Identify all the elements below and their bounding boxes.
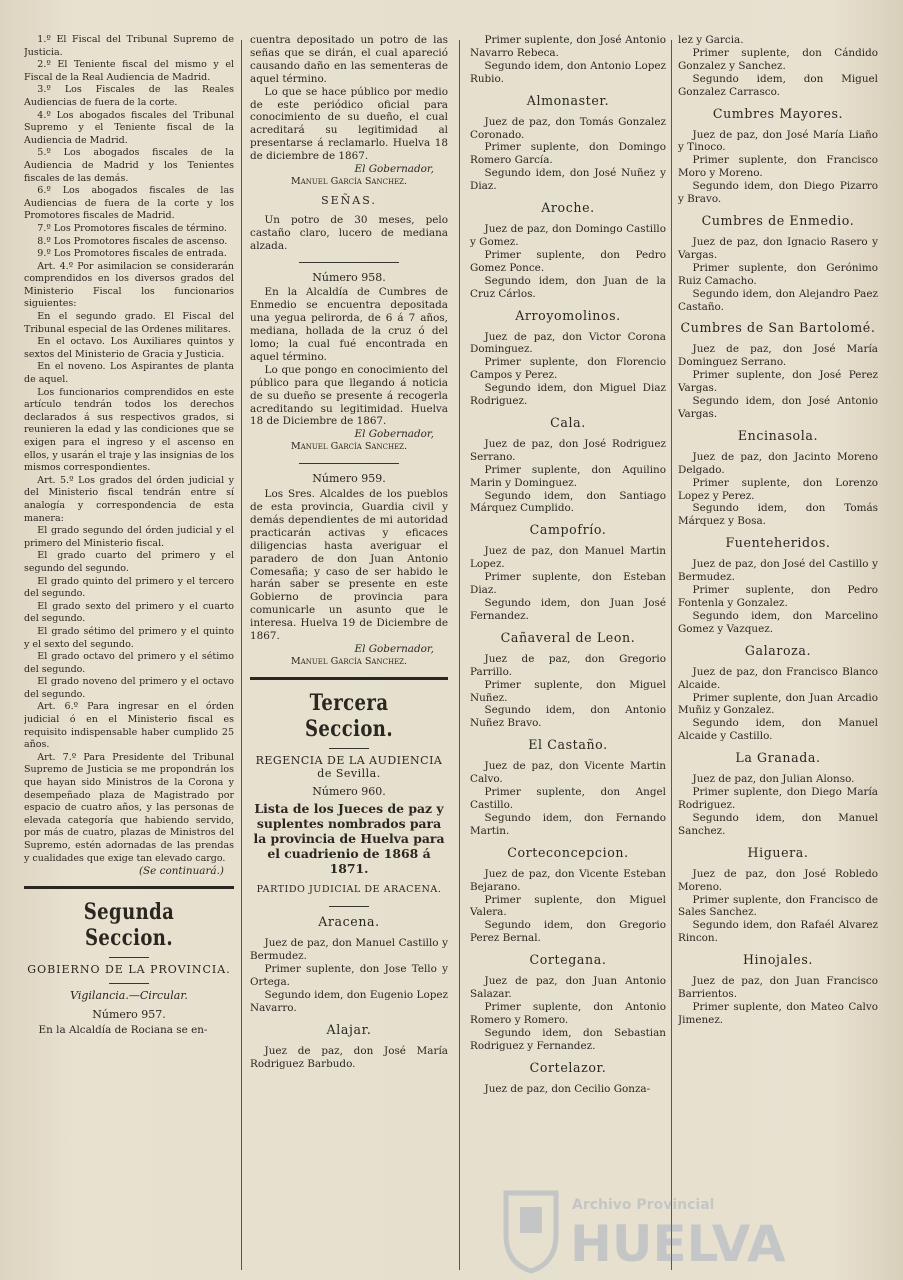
list-item: Segundo idem, don Manuel Sanchez.: [678, 811, 878, 837]
town-heading: Fuenteheridos.: [725, 535, 831, 551]
list-item: Juez de paz, don José Robledo Moreno.: [678, 867, 878, 893]
signature-title: El Gobernador,: [354, 163, 434, 176]
district-heading: PARTIDO JUDICIAL DE ARACENA.: [256, 883, 442, 895]
list-item: 4.º Los abogados fiscales del Tribunal Supremo y el Teniente fiscal de la Audiencia de Madrid.: [24, 109, 234, 146]
town-heading: El Castaño.: [528, 737, 608, 753]
list-item: Primer suplente, don Esteban Diaz.: [470, 571, 666, 597]
list-item: Juez de paz, don José Rodriguez Serrano.: [470, 437, 666, 463]
list-item: Juez de paz, don Domingo Castillo y Gomez.: [470, 223, 666, 248]
divider: [109, 957, 149, 958]
list-item: El grado noveno del primero y el octavo del segundo.: [24, 676, 234, 700]
list-item: El grado sexto del primero y el cuarto del segundo.: [24, 600, 234, 625]
notice-text: En la Alcaldía de Cumbres de Enmedio se encuentra depositada una yegua pelirorda, de 6 á 7 años, mediana, hollada de la cruz ó del lomo; la cual fué encontrada en aquel término.: [250, 286, 448, 363]
list-item: 8.º Los Promotores fiscales de ascenso.: [37, 235, 228, 247]
town-heading: Hinojales.: [742, 952, 814, 968]
list-item: Juez de paz, don Victor Corona Dominguez.: [470, 330, 666, 356]
article-4-close: Los funcionarios comprendidos en este artículo tendrán todos los derechos declarados á sus respectivos grados, si reunieren la edad y las condiciones que se exigen para el ingreso y el ascenso en ellos, y usarán el traje y las insignias de los mismos correspondientes.: [24, 386, 234, 474]
list-item: Primer suplente, don Aquilino Marin y Dominguez.: [470, 463, 666, 489]
signature-title: El Gobernador,: [354, 428, 434, 441]
list-item: Juez de paz, don José María Dominguez Serrano.: [678, 343, 878, 369]
town-heading: Cumbres Mayores.: [712, 105, 844, 121]
list-item: Primer suplente, don Pedro Fontenla y Gonzalez.: [678, 584, 878, 609]
notice-number: Número 958.: [312, 270, 386, 284]
list-item: Primer suplente, don José Antonio Navarro Rebeca.: [470, 34, 666, 59]
column-rule: [459, 40, 460, 1270]
list-heading: Lista de los Jueces de paz y suplentes nombrados para la provincia de Huelva para el cuadrienio de 1868 á 1871.: [253, 800, 445, 876]
town-heading: Aracena.: [318, 914, 380, 930]
list-item: Juez de paz, don Ignacio Rasero y Vargas.: [678, 235, 878, 261]
town-heading: Arroyomolinos.: [515, 307, 621, 323]
list-item: Primer suplente, don Francisco de Sales Sanchez.: [678, 893, 878, 919]
list-item: Juez de paz, don Cecilio Gonza-: [484, 1082, 651, 1095]
town-heading: Corteconcepcion.: [507, 844, 629, 860]
list-item: En el noveno. Los Aspirantes de planta de aquel.: [24, 361, 234, 386]
notice-number: Número 957.: [92, 1007, 166, 1021]
circular-heading: Vigilancia.—Circular.: [70, 989, 188, 1002]
town-heading: Cala.: [550, 414, 586, 430]
section-subtitle: GOBIERNO DE LA PROVINCIA.: [27, 963, 231, 977]
article-5: Art. 5.º Los grados del órden judicial y del Ministerio fiscal tendrán entre sí analogía y correspondencia de esta manera:: [24, 474, 234, 524]
senas-text: Un potro de 30 meses, pelo castaño claro, lucero de mediana alzada.: [250, 213, 448, 252]
section-title: Segunda Seccion.: [83, 899, 175, 952]
list-item: Juez de paz, don Jacinto Moreno Delgado.: [678, 450, 878, 476]
town-heading: Higuera.: [747, 844, 809, 860]
list-item: Segundo idem, don Sebastian Rodriguez y Fernandez.: [470, 1026, 666, 1052]
article-4: Art. 4.º Por asimilacion se considerarán comprendidos en los diversos grados del Ministerio Fiscal los funcionarios siguientes:: [24, 260, 234, 310]
section-title: Tercera Seccion.: [304, 689, 394, 742]
list-item: Juez de paz, don Tomás Gonzalez Coronado.: [470, 115, 666, 141]
divider: [299, 463, 399, 464]
list-item: El grado sétimo del primero y el quinto y el sexto del segundo.: [24, 625, 234, 650]
list-item: Primer suplente, don Miguel Valera.: [470, 893, 666, 919]
list-item: El grado octavo del primero y el sétimo del segundo.: [24, 651, 234, 675]
town-heading: Encinasola.: [737, 427, 819, 443]
list-item: El grado segundo del órden judicial y el primero del Ministerio fiscal.: [24, 525, 234, 549]
list-item: Segundo idem, don Gregorio Perez Bernal.: [470, 919, 666, 945]
list-item: Segundo idem, don Santiago Márquez Cumplido.: [470, 489, 666, 515]
list-item: Primer suplente, don Diego María Rodriguez.: [678, 786, 878, 811]
list-item: Segundo idem, don Rafaél Alvarez Rincon.: [678, 919, 878, 945]
list-item: Segundo idem, don Diego Pizarro y Bravo.: [678, 180, 878, 206]
list-item: Primer suplente, don Mateo Calvo Jimenez.: [678, 1000, 878, 1026]
list-item: Primer suplente, don Juan Arcadio Muñiz y Gonzalez.: [678, 691, 878, 717]
notice-number: Número 960.: [312, 784, 386, 798]
list-item: Segundo idem, don Fernando Martin.: [470, 811, 666, 837]
list-item: Primer suplente, don Gerónimo Ruiz Camacho.: [678, 261, 878, 287]
divider: [329, 906, 369, 907]
list-item: Segundo idem, don José Antonio Vargas.: [678, 395, 878, 420]
notice-text: Lo que se hace público por medio de este periódico oficial para conocimiento de su dueño, el cual acreditará su legitimidad al presentarse á reclamarlo. Huelva 18 de diciembre de 1867.: [250, 85, 448, 163]
regencia-heading: REGENCIA DE LA AUDIENCIA de Sevilla.: [255, 753, 443, 780]
list-item: 2.º El Teniente fiscal del mismo y el Fiscal de la Real Audiencia de Madrid.: [24, 59, 234, 83]
list-item: 6.º Los abogados fiscales de las Audiencias de fuera de la corte y los Promotores fiscales de Madrid.: [24, 185, 234, 222]
list-item: Segundo idem, don Juan de la Cruz Cárlos.: [470, 274, 666, 300]
watermark-small-text: Archivo Provincial: [572, 1197, 715, 1213]
list-item: Juez de paz, don Francisco Blanco Alcaide.: [678, 665, 878, 691]
list-item: Primer suplente, don Angel Castillo.: [470, 786, 666, 811]
senas-heading: SEÑAS.: [321, 193, 377, 207]
list-item: Primer suplente, don Jose Tello y Ortega.: [250, 963, 448, 989]
list-item: Segundo idem, don Alejandro Paez Castaño.: [678, 287, 878, 313]
notice-text: Lo que pongo en conocimiento del público para que llegando á noticia de su dueño se presente á recogerla acreditando su legitimidad. Huelva 18 de Diciembre de 1867.: [250, 363, 448, 428]
article-6: Art. 6.º Para ingresar en el órden judicial ó en el Ministerio fiscal es requisito indispensable haber cumplido 25 años.: [24, 701, 234, 751]
list-item: Juez de paz, don Manuel Castillo y Bermudez.: [250, 937, 448, 963]
list-item: Segundo idem, don José Nuñez y Diaz.: [470, 167, 666, 193]
list-item: Juez de paz, don Juan Francisco Barrientos.: [678, 975, 878, 1001]
list-item: En el octavo. Los Auxiliares quintos y sextos del Ministerio de Gracia y Justicia.: [24, 336, 234, 360]
list-item: Primer suplente, don Antonio Romero y Romero.: [470, 1000, 666, 1026]
town-heading: Campofrío.: [529, 522, 607, 538]
list-item: Juez de paz, don José María Rodriguez Barbudo.: [250, 1044, 448, 1070]
divider: [299, 262, 399, 263]
list-item: Primer suplente, don Miguel Nuñez.: [470, 678, 666, 704]
list-item: Primer suplente, don Francisco Moro y Moreno.: [678, 154, 878, 180]
list-item: Primer suplente, don Lorenzo Lopez y Perez.: [678, 476, 878, 502]
column-4: [678, 34, 878, 1274]
section-divider: [24, 886, 234, 889]
column-rule: [241, 40, 242, 1270]
divider: [329, 748, 369, 749]
list-item: En el segundo grado. El Fiscal del Tribunal especial de las Ordenes militares.: [24, 311, 234, 335]
list-item: Juez de paz, don Vicente Esteban Bejarano.: [470, 867, 666, 893]
list-item: Segundo idem, don Tomás Márquez y Bosa.: [678, 502, 878, 528]
list-item: Juez de paz, don José María Liaño y Tinoco.: [678, 128, 878, 154]
town-heading: Cortegana.: [529, 952, 607, 968]
article-7: Art. 7.º Para Presidente del Tribunal Supremo de Justicia se me propondrán los que hayan sido Ministros de la Corona y desempeñado plaza de Magistrado por espacio de cuatro años, y las personas de elevada categoría que habiendo servido, por más de cuatro, plazas de Ministros del Supremo, estén adornadas de las prendas y cualidades que exige tan elevado cargo.: [24, 751, 234, 864]
watermark-big-text: HUELVA: [570, 1215, 786, 1273]
list-item: Juez de paz, don Gregorio Parrillo.: [470, 652, 666, 678]
list-item: Segundo idem, don Miguel Gonzalez Carrasco.: [678, 72, 878, 98]
list-item: 9.º Los Promotores fiscales de entrada.: [37, 248, 227, 260]
town-heading: Cumbres de Enmedio.: [701, 212, 855, 228]
column-rule: [671, 40, 672, 1270]
list-item: Segundo idem, don Antonio Lopez Rubio.: [470, 59, 666, 85]
list-item: Primer suplente, don Domingo Romero García.: [470, 141, 666, 167]
divider: [109, 983, 149, 984]
list-item: lez y Garcia.: [678, 34, 744, 46]
list-item: Segundo idem, don Eugenio Lopez Navarro.: [250, 989, 448, 1014]
signature-name: Manuel García Sanchez.: [290, 655, 408, 667]
signature-name: Manuel García Sanchez.: [290, 175, 408, 187]
section-divider: [250, 677, 448, 680]
town-heading: Cumbres de San Bartolomé.: [680, 320, 876, 336]
town-heading: Almonaster.: [526, 92, 610, 108]
notice-number: Número 959.: [312, 472, 386, 486]
list-item: Juez de paz, don Manuel Martin Lopez.: [470, 545, 666, 571]
notice-text: En la Alcaldía de Rociana se en-: [38, 1023, 208, 1036]
town-heading: Alajar.: [326, 1021, 372, 1037]
list-item: Segundo idem, don Marcelino Gomez y Vazquez.: [678, 609, 878, 635]
notice-text: cuentra depositado un potro de las señas que se dirán, el cual apareció causando daño en las sementeras de aquel término.: [250, 34, 448, 85]
list-item: Juez de paz, don José del Castillo y Bermudez.: [678, 558, 878, 584]
list-item: 1.º El Fiscal del Tribunal Supremo de Justicia.: [24, 34, 234, 58]
fiscal-grades-list: [24, 34, 234, 261]
list-item: Juez de paz, don Vicente Martin Calvo.: [470, 760, 666, 786]
town-heading: Cañaveral de Leon.: [500, 629, 636, 645]
signature-name: Manuel García Sanchez.: [290, 441, 408, 453]
town-heading: La Granada.: [735, 750, 821, 766]
list-item: Primer suplente, don Florencio Campos y Perez.: [470, 356, 666, 382]
column-2: [250, 34, 448, 1274]
list-item: El grado quinto del primero y el tercero del segundo.: [24, 575, 234, 600]
list-item: Segundo idem, don Miguel Diaz Rodriguez.: [470, 382, 666, 408]
list-item: Segundo idem, don Antonio Nuñez Bravo.: [470, 704, 666, 730]
list-item: Primer suplente, don Pedro Gomez Ponce.: [470, 248, 666, 274]
signature-title: El Gobernador,: [354, 642, 434, 655]
list-item: Juez de paz, don Julian Alonso.: [692, 773, 855, 786]
notice-text: Los Sres. Alcaldes de los pueblos de esta provincia, Guardia civil y demás dependientes de mi autoridad practicarán activas y eficaces diligencias hasta averiguar el paradero de don Juan Antonio Comesaña; y caso de ser habido le harán saber se presente en este Gobierno de provincia para comunicarle un asunto que le interesa. Huelva 19 de Diciembre de 1867.: [250, 488, 448, 643]
column-1: [24, 34, 234, 1274]
list-item: El grado cuarto del primero y el segundo del segundo.: [24, 550, 234, 574]
town-heading: Aroche.: [541, 200, 595, 216]
list-item: Primer suplente, don Cándido Gonzalez y Sanchez.: [678, 46, 878, 72]
town-heading: Galaroza.: [744, 642, 812, 658]
list-item: Segundo idem, don Juan José Fernandez.: [470, 597, 666, 622]
continued-note: (Se continuará.): [139, 865, 224, 878]
list-item: Juez de paz, don Juan Antonio Salazar.: [470, 975, 666, 1001]
town-heading: Cortelazor.: [529, 1059, 607, 1075]
list-item: 5.º Los abogados fiscales de la Audiencia de Madrid y los Tenientes fiscales de las demás.: [24, 147, 234, 184]
column-3: [470, 34, 666, 1274]
list-item: Segundo idem, don Manuel Alcaide y Castillo.: [678, 717, 878, 743]
list-item: 7.º Los Promotores fiscales de término.: [37, 222, 227, 234]
list-item: Primer suplente, don José Perez Vargas.: [678, 369, 878, 395]
list-item: 3.º Los Fiscales de las Reales Audiencias de fuera de la corte.: [24, 84, 234, 108]
